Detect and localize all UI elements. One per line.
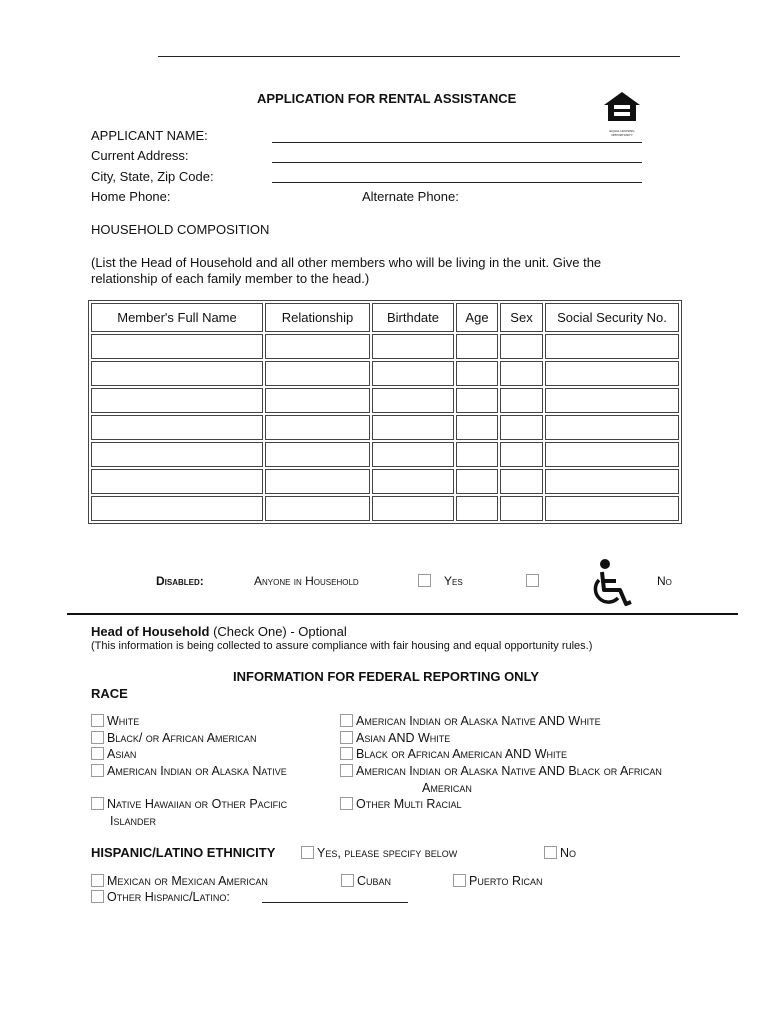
race-ai-black-label: American Indian or Alaska Native AND Black or African — [356, 764, 662, 778]
logo-caption: EQUAL HOUSING OPPORTUNITY — [609, 129, 635, 137]
equal-housing-opportunity-icon — [602, 90, 642, 137]
mexican-option[interactable] — [91, 873, 268, 889]
ethnicity-yes-option[interactable] — [301, 845, 457, 861]
table-cell[interactable] — [91, 334, 263, 359]
table-cell[interactable] — [265, 469, 370, 494]
disabled-yes-label: Yes — [444, 574, 463, 588]
table-cell[interactable] — [545, 361, 679, 386]
household-table — [88, 300, 682, 524]
table-row — [91, 442, 679, 467]
col-sex: Sex — [500, 303, 543, 332]
disabled-yes-checkbox[interactable] — [418, 574, 431, 587]
household-instructions-2: relationship of each family member to the head.) — [91, 271, 370, 286]
table-cell[interactable] — [372, 442, 454, 467]
table-cell[interactable] — [372, 334, 454, 359]
table-cell[interactable] — [500, 469, 543, 494]
current-address-field[interactable] — [272, 162, 642, 163]
table-cell[interactable] — [372, 388, 454, 413]
table-cell[interactable] — [456, 442, 498, 467]
race-asian-checkbox[interactable] — [91, 747, 104, 760]
head-of-household-title — [91, 624, 347, 639]
table-cell[interactable] — [456, 496, 498, 521]
table-cell[interactable] — [456, 334, 498, 359]
home-phone-label: Home Phone: — [91, 189, 171, 204]
race-hawaiian-option[interactable] — [91, 796, 287, 812]
other-hispanic-option[interactable] — [91, 889, 230, 905]
applicant-name-label: APPLICANT NAME: — [91, 128, 208, 143]
current-address-label: Current Address: — [91, 148, 189, 163]
table-cell[interactable] — [500, 496, 543, 521]
race-ai-white-option[interactable] — [340, 713, 601, 729]
disabled-label: Disabled: — [156, 574, 204, 588]
table-row — [91, 415, 679, 440]
table-row — [91, 388, 679, 413]
household-heading: HOUSEHOLD COMPOSITION — [91, 222, 270, 237]
race-american-indian-label: American Indian or Alaska Native — [107, 764, 287, 778]
race-black-white-label: Black or African American AND White — [356, 747, 568, 761]
table-cell[interactable] — [456, 388, 498, 413]
race-ai-white-label: American Indian or Alaska Native AND White — [356, 714, 601, 728]
table-cell[interactable] — [265, 442, 370, 467]
mexican-label: Mexican or Mexican American — [107, 874, 268, 888]
race-white-checkbox[interactable] — [91, 714, 104, 727]
table-row — [91, 334, 679, 359]
race-hawaiian-label-cont: Islander — [110, 814, 156, 828]
household-instructions-1: (List the Head of Household and all other members who will be living in the unit. Give the — [91, 255, 602, 270]
cuban-label: Cuban — [357, 874, 392, 888]
table-header-row — [91, 303, 679, 332]
table-cell[interactable] — [265, 388, 370, 413]
table-cell[interactable] — [545, 388, 679, 413]
table-cell[interactable] — [545, 496, 679, 521]
race-ai-black-label-cont: American — [422, 781, 472, 795]
ethnicity-no-checkbox[interactable] — [544, 846, 557, 859]
table-cell[interactable] — [372, 415, 454, 440]
household-table-body — [91, 334, 679, 521]
head-of-household-bold: Head of Household — [91, 624, 210, 639]
disabled-no-checkbox[interactable] — [526, 574, 539, 587]
col-age: Age — [456, 303, 498, 332]
col-birthdate: Birthdate — [372, 303, 454, 332]
table-cell[interactable] — [91, 469, 263, 494]
table-cell[interactable] — [545, 442, 679, 467]
table-cell[interactable] — [545, 334, 679, 359]
disabled-no-label: No — [657, 574, 672, 588]
ethnicity-label: HISPANIC/LATINO ETHNICITY — [91, 845, 276, 860]
puerto-rican-option[interactable] — [453, 873, 543, 889]
table-cell[interactable] — [545, 469, 679, 494]
federal-heading: INFORMATION FOR FEDERAL REPORTING ONLY — [233, 669, 539, 684]
city-state-zip-label: City, State, Zip Code: — [91, 169, 214, 184]
table-cell[interactable] — [91, 388, 263, 413]
cuban-option[interactable] — [341, 873, 391, 889]
puerto-rican-checkbox[interactable] — [453, 874, 466, 887]
race-ai-black-option[interactable] — [340, 763, 662, 779]
col-member-name: Member's Full Name — [91, 303, 263, 332]
puerto-rican-label: Puerto Rican — [469, 874, 543, 888]
disabled-question: Anyone in Household — [254, 574, 359, 588]
race-hawaiian-checkbox[interactable] — [91, 797, 104, 810]
race-multi-checkbox[interactable] — [340, 797, 353, 810]
top-rule — [158, 56, 680, 57]
race-black-option[interactable] — [91, 730, 257, 746]
race-white-label: White — [107, 714, 140, 728]
col-relationship: Relationship — [265, 303, 370, 332]
race-multi-option[interactable] — [340, 796, 461, 812]
section-divider — [67, 613, 738, 615]
ethnicity-yes-label: Yes, please specify below — [317, 846, 458, 860]
race-american-indian-option[interactable] — [91, 763, 287, 779]
table-row — [91, 496, 679, 521]
mexican-checkbox[interactable] — [91, 874, 104, 887]
race-asian-white-option[interactable] — [340, 730, 450, 746]
table-row — [91, 361, 679, 386]
page-title: APPLICATION FOR RENTAL ASSISTANCE — [257, 91, 517, 106]
race-black-white-option[interactable] — [340, 746, 567, 762]
head-of-household-rest: (Check One) - Optional — [209, 624, 347, 639]
table-cell[interactable] — [372, 469, 454, 494]
col-ssn: Social Security No. — [545, 303, 679, 332]
table-cell[interactable] — [500, 334, 543, 359]
other-hispanic-checkbox[interactable] — [91, 890, 104, 903]
table-cell[interactable] — [372, 496, 454, 521]
table-cell[interactable] — [500, 442, 543, 467]
table-cell[interactable] — [456, 415, 498, 440]
table-cell[interactable] — [265, 361, 370, 386]
race-multi-label: Other Multi Racial — [356, 797, 462, 811]
race-label: RACE — [91, 686, 128, 701]
table-cell[interactable] — [91, 442, 263, 467]
alternate-phone-label: Alternate Phone: — [362, 189, 459, 204]
other-hispanic-field[interactable] — [262, 902, 408, 903]
ethnicity-yes-checkbox[interactable] — [301, 846, 314, 859]
table-cell[interactable] — [372, 361, 454, 386]
table-cell[interactable] — [91, 361, 263, 386]
table-cell[interactable] — [500, 388, 543, 413]
race-ai-white-checkbox[interactable] — [340, 714, 353, 727]
race-black-white-checkbox[interactable] — [340, 747, 353, 760]
cuban-checkbox[interactable] — [341, 874, 354, 887]
table-cell[interactable] — [456, 361, 498, 386]
table-cell[interactable] — [91, 496, 263, 521]
race-asian-option[interactable] — [91, 746, 136, 762]
head-of-household-note: (This information is being collected to assure compliance with fair housing and equal opportunity rules.) — [91, 640, 593, 652]
table-cell[interactable] — [500, 415, 543, 440]
race-asian-white-checkbox[interactable] — [340, 731, 353, 744]
ethnicity-no-option[interactable] — [544, 845, 576, 861]
table-cell[interactable] — [265, 334, 370, 359]
race-asian-label: Asian — [107, 747, 137, 761]
race-american-indian-checkbox[interactable] — [91, 764, 104, 777]
race-asian-white-label: Asian AND White — [356, 731, 451, 745]
table-cell[interactable] — [545, 415, 679, 440]
race-black-label: Black/ or African American — [107, 731, 257, 745]
city-state-zip-field[interactable] — [272, 182, 642, 183]
ethnicity-no-label: No — [560, 846, 577, 860]
table-cell[interactable] — [500, 361, 543, 386]
race-white-option[interactable] — [91, 713, 139, 729]
race-hawaiian-label: Native Hawaiian or Other Pacific — [107, 797, 288, 811]
race-black-checkbox[interactable] — [91, 731, 104, 744]
other-hispanic-label: Other Hispanic/Latino: — [107, 890, 230, 904]
table-cell[interactable] — [456, 469, 498, 494]
race-ai-black-checkbox[interactable] — [340, 764, 353, 777]
table-row — [91, 469, 679, 494]
table-cell[interactable] — [91, 415, 263, 440]
table-cell[interactable] — [265, 415, 370, 440]
applicant-name-field[interactable] — [272, 142, 642, 143]
table-cell[interactable] — [265, 496, 370, 521]
wheelchair-icon — [590, 558, 636, 610]
